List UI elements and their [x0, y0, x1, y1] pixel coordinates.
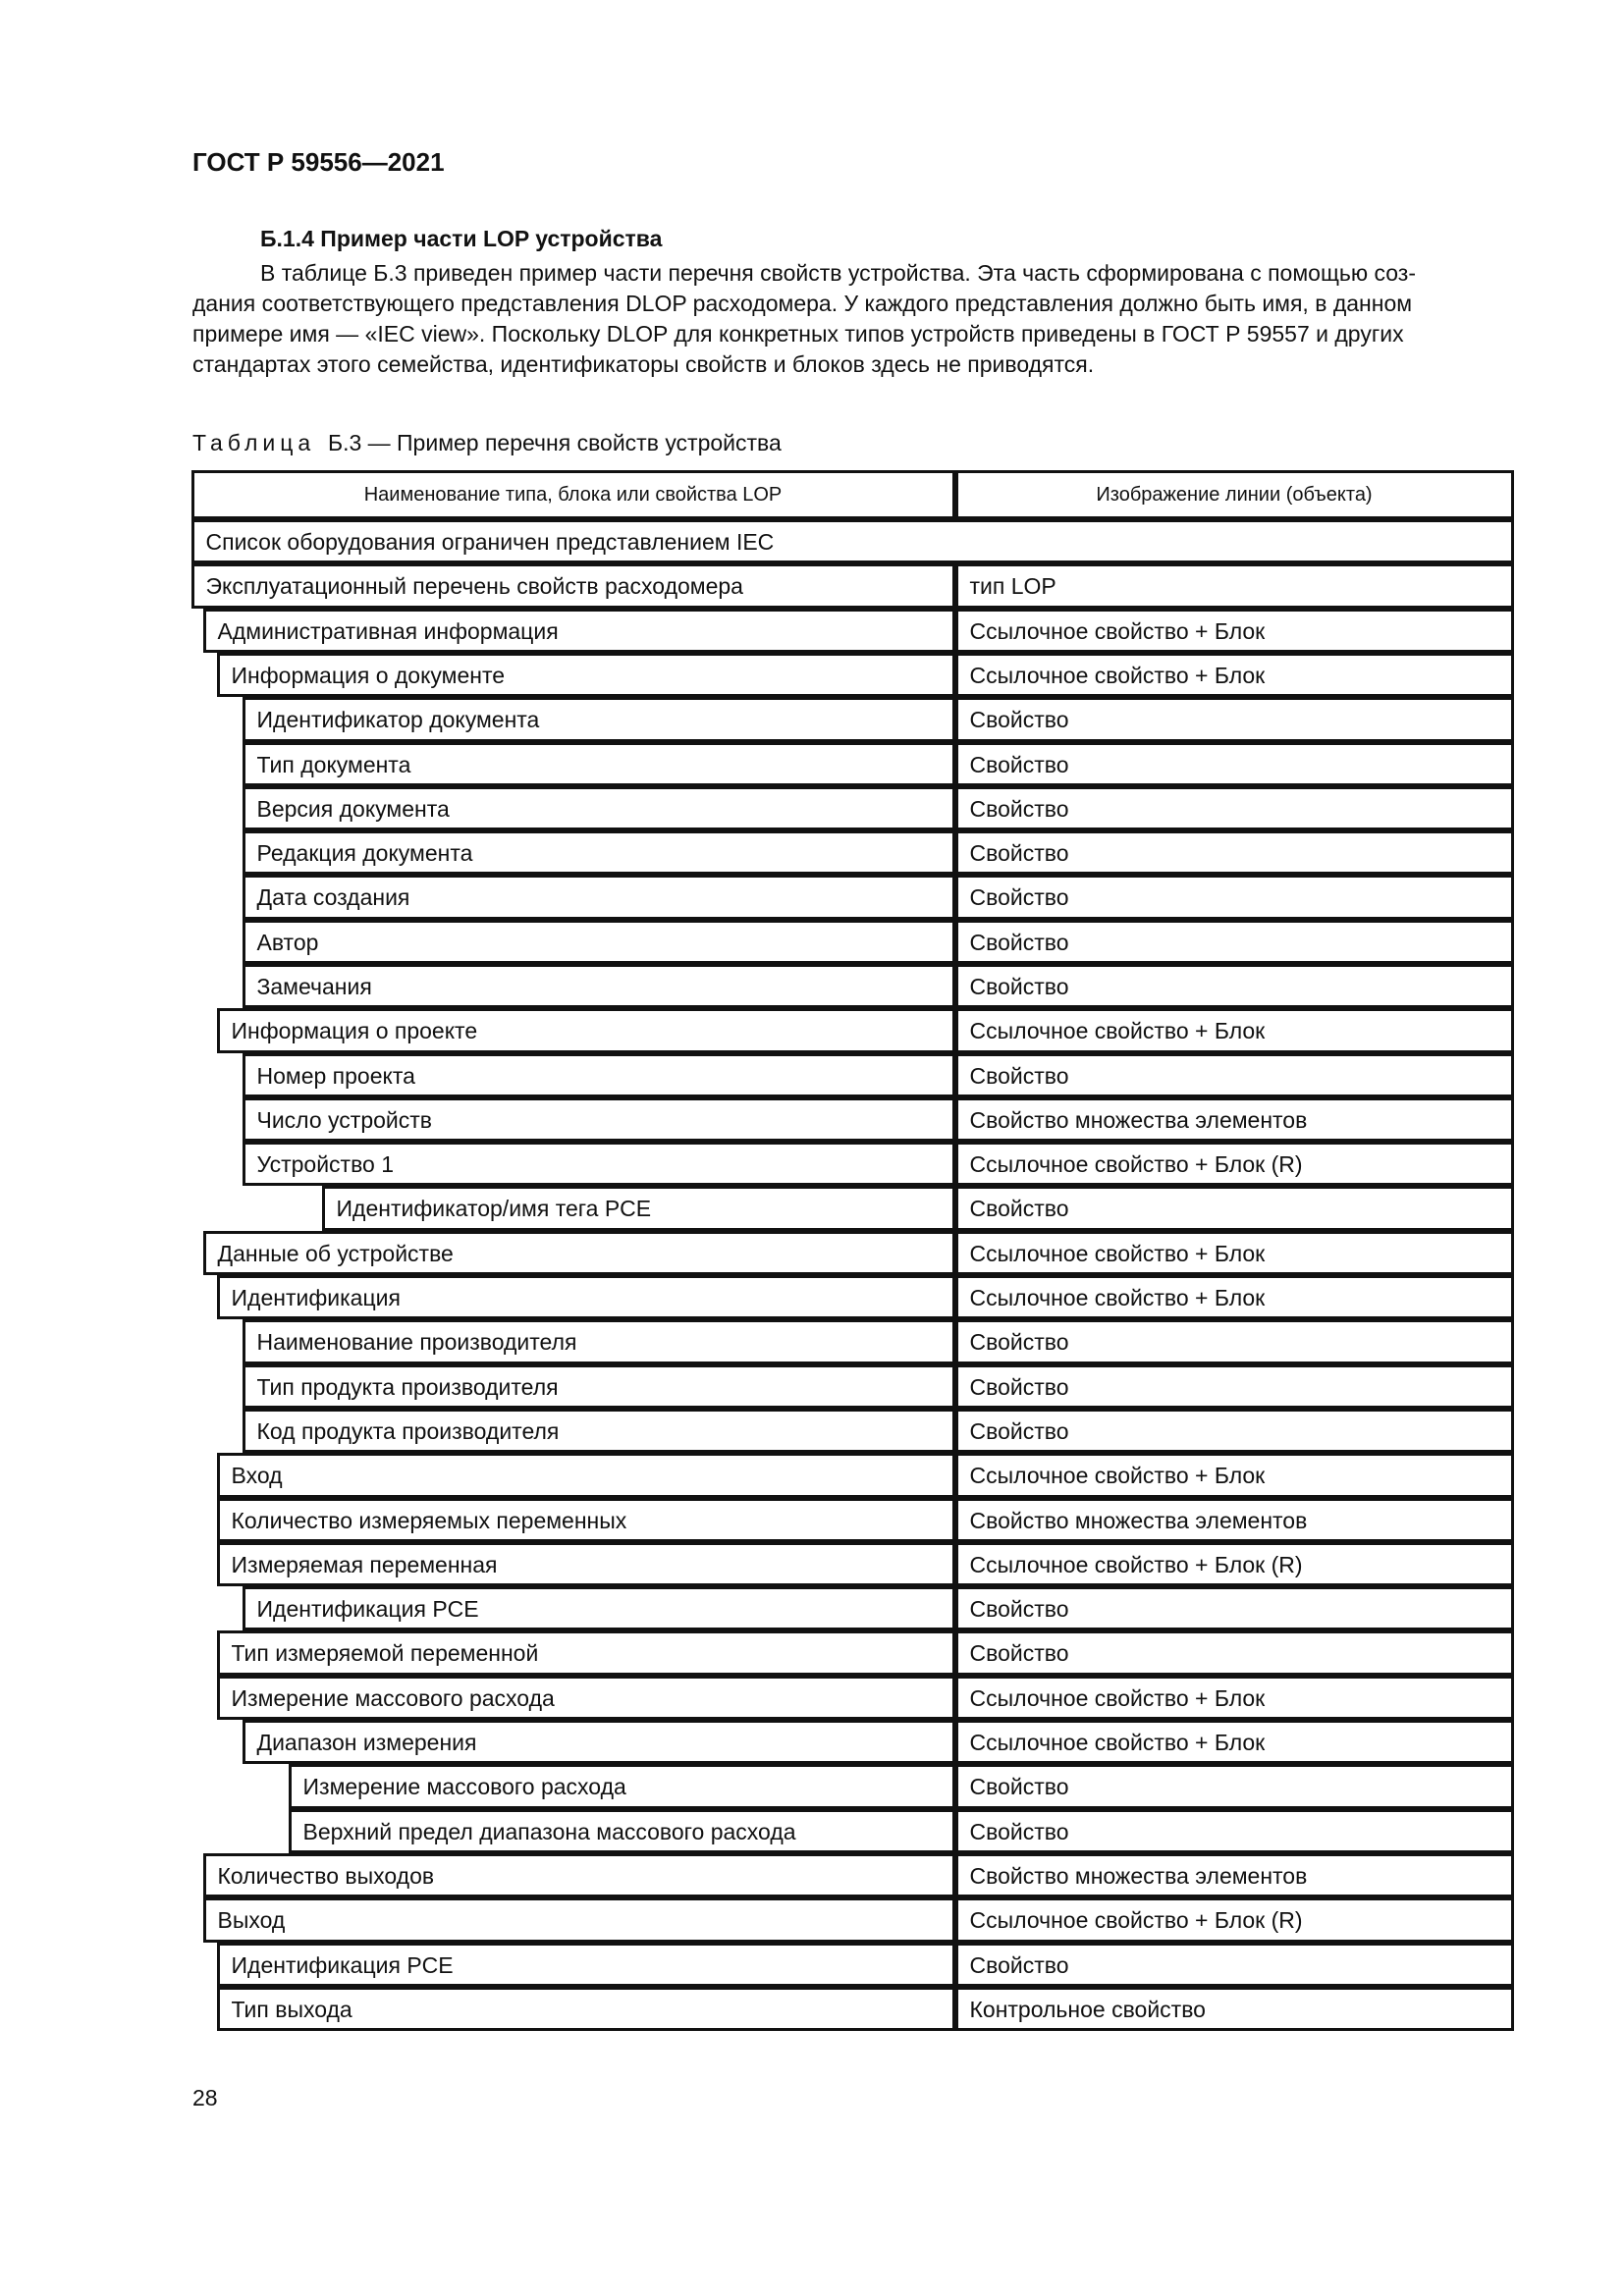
table-row-name-text: Административная информация	[217, 617, 559, 644]
table-row-name-text: Измерение массового расхода	[231, 1684, 555, 1711]
document-code: ГОСТ Р 59556—2021	[192, 147, 445, 177]
table-row-name-text: Выход	[217, 1906, 286, 1933]
table-row-name	[217, 1943, 955, 1987]
table-row-kind-text: Свойство	[969, 1062, 1069, 1089]
page-number: 28	[192, 2085, 218, 2110]
table-row-name-text: Информация о документе	[231, 662, 506, 688]
table-row-kind-text: Контрольное свойство	[969, 1996, 1206, 2022]
property-table	[192, 471, 1515, 2021]
table-row-kind-text: Свойство	[969, 1639, 1069, 1666]
table-row-name	[217, 1542, 955, 1586]
table-row-kind	[955, 697, 1514, 742]
table-row-name	[217, 1453, 955, 1498]
table-row-name-text: Замечания	[256, 973, 372, 999]
table-row-name-text: Идентификатор документа	[256, 706, 540, 732]
table-row-name-text: Идентификатор/имя тега PCE	[336, 1195, 652, 1221]
table-row-kind	[955, 1987, 1514, 2031]
table-row-name	[243, 830, 955, 875]
table-row-kind	[955, 1676, 1514, 1720]
table-row-kind	[955, 1409, 1514, 1453]
table-row-kind	[955, 1453, 1514, 1498]
table-row-kind	[955, 1542, 1514, 1586]
table-row-name-text: Информация о проекте	[231, 1017, 478, 1043]
table-row-kind	[955, 1231, 1514, 1275]
table-row-name-text: Эксплуатационный перечень свойств расходомера	[205, 572, 743, 599]
table-span-row-text: Список оборудования ограничен представлением IEC	[205, 528, 775, 555]
table-row-name-text: Номер проекта	[256, 1062, 415, 1089]
table-row-kind-text: Свойство	[969, 795, 1069, 822]
column-header-name	[191, 470, 955, 519]
table-row-name-text: Устройство 1	[256, 1150, 395, 1177]
table-row-kind-text: Свойство	[969, 839, 1069, 866]
table-row-kind-text: тип LOP	[969, 572, 1056, 599]
column-header-kind	[955, 470, 1514, 519]
table-row-name	[289, 1809, 955, 1853]
table-row-kind-text: Свойство	[969, 1595, 1069, 1622]
table-row-name	[243, 875, 955, 920]
column-header-kind-text: Изображение линии (объекта)	[1096, 483, 1373, 506]
table-row-kind	[955, 1943, 1514, 1987]
table-row-name	[243, 964, 955, 1008]
table-row-kind-text: Ссылочное свойство + Блок	[969, 662, 1266, 688]
table-row-name	[243, 1720, 955, 1764]
table-row-name	[243, 1142, 955, 1186]
table-row-kind	[955, 1764, 1514, 1809]
table-row-kind-text: Свойство	[969, 1773, 1069, 1799]
intro-line: дания соответствующего представления DLOP расходомера. У каждого представления должно быть имя, в данном	[192, 291, 1413, 316]
table-row-name	[243, 1319, 955, 1364]
table-row-name-text: Редакция документа	[256, 839, 473, 866]
column-header-name-text: Наименование типа, блока или свойства LOP	[363, 483, 783, 506]
table-row-name	[243, 920, 955, 964]
table-row-kind-text: Свойство множества элементов	[969, 1507, 1308, 1533]
table-row-kind	[955, 920, 1514, 964]
table-row-name-text: Идентификация	[231, 1284, 401, 1310]
table-span-row	[191, 519, 1514, 563]
table-row-kind	[955, 1809, 1514, 1853]
table-row-kind-text: Ссылочное свойство + Блок	[969, 1729, 1266, 1755]
table-row-kind-text: Свойство	[969, 1373, 1069, 1400]
table-row-name-text: Измерение массового расхода	[302, 1773, 626, 1799]
intro-paragraph	[192, 258, 1518, 380]
table-caption-text: Б.3 — Пример перечня свойств устройства	[327, 430, 782, 455]
table-row-kind	[955, 875, 1514, 920]
table-row-name-text: Количество выходов	[217, 1862, 435, 1889]
table-row-kind-text: Ссылочное свойство + Блок (R)	[969, 1551, 1303, 1577]
table-row-name-text: Наименование производителя	[256, 1328, 577, 1355]
table-row-kind-text: Ссылочное свойство + Блок	[969, 1284, 1266, 1310]
table-row-name-text: Вход	[231, 1462, 283, 1488]
table-row-name-text: Данные об устройстве	[217, 1240, 454, 1266]
section-title: Б.1.4 Пример части LOP устройства	[260, 226, 663, 251]
table-row-name	[217, 1630, 955, 1676]
table-row-kind-text: Свойство	[969, 1417, 1069, 1444]
table-row-kind	[955, 1586, 1514, 1630]
table-row-name	[217, 1987, 955, 2031]
table-row-kind	[955, 1498, 1514, 1542]
table-row-name	[243, 1097, 955, 1142]
table-caption-prefix: Таблица	[192, 430, 316, 455]
table-row-name	[203, 1231, 955, 1275]
table-row-name	[191, 563, 955, 609]
table-row-kind	[955, 1186, 1514, 1231]
table-row-kind-text: Свойство	[969, 929, 1069, 955]
table-row-kind-text: Ссылочное свойство + Блок (R)	[969, 1150, 1303, 1177]
table-row-kind-text: Свойство	[969, 973, 1069, 999]
table-row-kind-text: Свойство	[969, 706, 1069, 732]
table-row-name-text: Диапазон измерения	[256, 1729, 477, 1755]
table-row-name	[217, 653, 955, 697]
table-row-kind-text: Свойство	[969, 1195, 1069, 1221]
table-row-kind	[955, 830, 1514, 875]
table-row-name-text: Идентификация PCE	[231, 1951, 454, 1978]
table-row-name	[217, 1676, 955, 1720]
table-row-kind	[955, 786, 1514, 830]
table-row-name	[243, 1409, 955, 1453]
intro-line: В таблице Б.3 приведен пример части перечня свойств устройства. Эта часть сформирована с помощью соз-	[260, 260, 1416, 286]
table-caption	[192, 430, 782, 456]
table-row-name-text: Автор	[256, 929, 319, 955]
table-row-name	[203, 1853, 955, 1897]
table-row-kind	[955, 1142, 1514, 1186]
table-row-name	[322, 1186, 955, 1231]
table-row-name	[203, 609, 955, 653]
table-row-kind-text: Свойство множества элементов	[969, 1862, 1308, 1889]
table-row-name	[243, 1053, 955, 1097]
table-row-name	[203, 1897, 955, 1943]
table-row-kind	[955, 1853, 1514, 1897]
table-row-kind-text: Ссылочное свойство + Блок (R)	[969, 1906, 1303, 1933]
table-row-name-text: Число устройств	[256, 1106, 432, 1133]
table-row-kind-text: Ссылочное свойство + Блок	[969, 617, 1266, 644]
table-row-kind-text: Свойство	[969, 1951, 1069, 1978]
table-row-name	[243, 742, 955, 786]
table-row-name-text: Измеряемая переменная	[231, 1551, 498, 1577]
table-row-kind	[955, 563, 1514, 609]
table-row-name-text: Версия документа	[256, 795, 450, 822]
table-row-name	[217, 1275, 955, 1319]
table-row-kind	[955, 742, 1514, 786]
table-row-kind	[955, 1630, 1514, 1676]
table-row-kind-text: Свойство	[969, 883, 1069, 910]
table-row-name	[243, 786, 955, 830]
table-row-kind-text: Ссылочное свойство + Блок	[969, 1017, 1266, 1043]
table-row-name-text: Тип продукта производителя	[256, 1373, 559, 1400]
intro-line: стандартах этого семейства, идентификаторы свойств и блоков здесь не приводятся.	[192, 351, 1095, 377]
table-row-kind	[955, 653, 1514, 697]
table-row-name	[243, 697, 955, 742]
table-row-name	[217, 1498, 955, 1542]
table-row-kind	[955, 1097, 1514, 1142]
table-row-name-text: Тип выхода	[231, 1996, 352, 2022]
table-row-kind	[955, 1319, 1514, 1364]
table-row-name	[243, 1586, 955, 1630]
table-row-name-text: Тип измеряемой переменной	[231, 1639, 539, 1666]
table-row-kind-text: Свойство	[969, 1818, 1069, 1844]
table-row-kind-text: Свойство множества элементов	[969, 1106, 1308, 1133]
table-row-name-text: Количество измеряемых переменных	[231, 1507, 627, 1533]
table-row-kind-text: Ссылочное свойство + Блок	[969, 1240, 1266, 1266]
table-row-kind	[955, 1720, 1514, 1764]
intro-line: примере имя — «IEC view». Поскольку DLOP для конкретных типов устройств приведены в ГОСТ Р 59557 и других	[192, 321, 1404, 347]
table-row-kind	[955, 1008, 1514, 1053]
table-row-kind-text: Свойство	[969, 751, 1069, 777]
table-row-name-text: Верхний предел диапазона массового расхода	[302, 1818, 796, 1844]
table-row-name	[243, 1364, 955, 1409]
table-row-kind	[955, 1897, 1514, 1943]
table-row-kind	[955, 1053, 1514, 1097]
table-row-name	[289, 1764, 955, 1809]
table-row-name-text: Код продукта производителя	[256, 1417, 560, 1444]
table-row-kind	[955, 609, 1514, 653]
table-row-name	[217, 1008, 955, 1053]
table-row-kind	[955, 964, 1514, 1008]
table-row-kind-text: Ссылочное свойство + Блок	[969, 1684, 1266, 1711]
table-row-kind-text: Свойство	[969, 1328, 1069, 1355]
table-row-name-text: Тип документа	[256, 751, 411, 777]
table-row-kind	[955, 1364, 1514, 1409]
table-row-kind-text: Ссылочное свойство + Блок	[969, 1462, 1266, 1488]
table-row-name-text: Идентификация PCE	[256, 1595, 479, 1622]
table-row-kind	[955, 1275, 1514, 1319]
table-row-name-text: Дата создания	[256, 883, 410, 910]
